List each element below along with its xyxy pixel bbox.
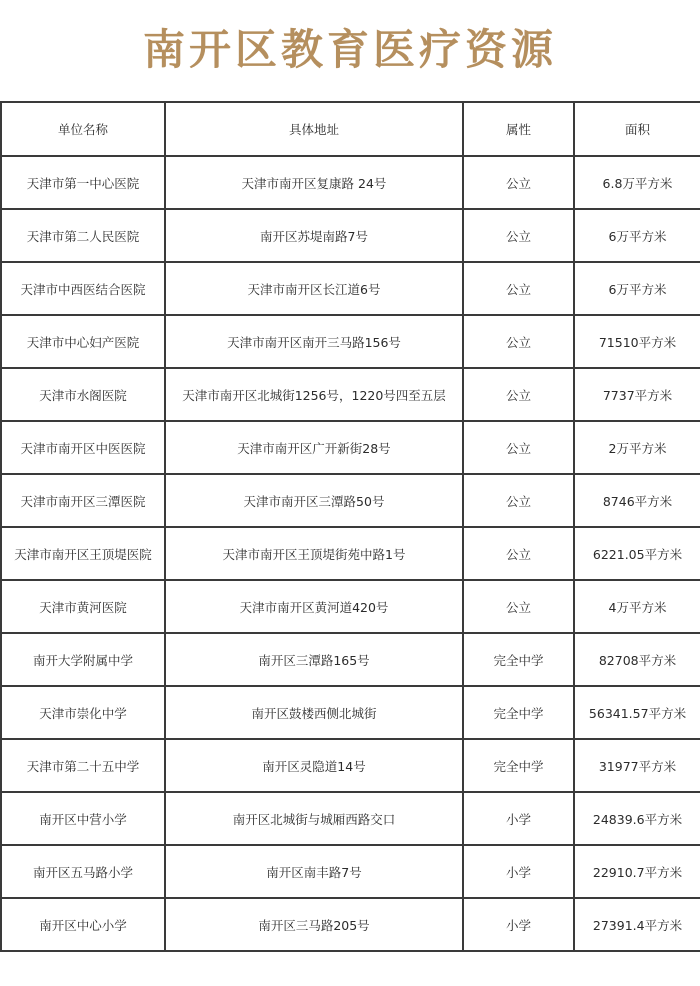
cell-unit-name: 天津市黄河医院 (1, 580, 165, 633)
cell-address: 南开区灵隐道14号 (165, 739, 463, 792)
cell-unit-name: 天津市南开区王顶堤医院 (1, 527, 165, 580)
cell-area: 56341.57平方米 (574, 686, 700, 739)
cell-type: 公立 (463, 262, 574, 315)
cell-address: 南开区三潭路165号 (165, 633, 463, 686)
cell-area: 82708平方米 (574, 633, 700, 686)
cell-unit-name: 南开区中心小学 (1, 898, 165, 951)
cell-type: 公立 (463, 315, 574, 368)
table-header (1, 102, 700, 156)
table-body (1, 156, 700, 951)
cell-area: 6万平方米 (574, 209, 700, 262)
cell-type: 完全中学 (463, 686, 574, 739)
cell-address: 天津市南开区复康路 24号 (165, 156, 463, 209)
table-row (1, 156, 700, 209)
cell-type: 公立 (463, 156, 574, 209)
header-type: 属性 (463, 102, 574, 156)
cell-unit-name: 南开大学附属中学 (1, 633, 165, 686)
cell-area: 6.8万平方米 (574, 156, 700, 209)
page-title: 南开区教育医疗资源 (142, 25, 557, 74)
table-row (1, 368, 700, 421)
cell-area: 6万平方米 (574, 262, 700, 315)
table-row (1, 474, 700, 527)
cell-unit-name: 天津市南开区三潭医院 (1, 474, 165, 527)
cell-unit-name: 天津市中心妇产医院 (1, 315, 165, 368)
cell-address: 南开区三马路205号 (165, 898, 463, 951)
cell-type: 小学 (463, 792, 574, 845)
cell-address: 天津市南开区三潭路50号 (165, 474, 463, 527)
cell-type: 公立 (463, 527, 574, 580)
header-area: 面积 (574, 102, 700, 156)
cell-area: 31977平方米 (574, 739, 700, 792)
table-row (1, 686, 700, 739)
cell-address: 天津市南开区北城街1256号，1220号四至五层 (165, 368, 463, 421)
cell-type: 公立 (463, 368, 574, 421)
header-row (1, 102, 700, 156)
header-address: 具体地址 (165, 102, 463, 156)
cell-unit-name: 南开区五马路小学 (1, 845, 165, 898)
cell-area: 71510平方米 (574, 315, 700, 368)
cell-address: 天津市南开区长江道6号 (165, 262, 463, 315)
cell-address: 南开区苏堤南路7号 (165, 209, 463, 262)
table-row (1, 315, 700, 368)
cell-area: 7737平方米 (574, 368, 700, 421)
cell-address: 南开区南丰路7号 (165, 845, 463, 898)
cell-unit-name: 天津市中西医结合医院 (1, 262, 165, 315)
cell-unit-name: 天津市第二人民医院 (1, 209, 165, 262)
cell-type: 公立 (463, 421, 574, 474)
table-row (1, 898, 700, 951)
cell-type: 完全中学 (463, 633, 574, 686)
cell-area: 24839.6平方米 (574, 792, 700, 845)
cell-address: 天津市南开区黄河道420号 (165, 580, 463, 633)
header-unit-name: 单位名称 (1, 102, 165, 156)
cell-type: 完全中学 (463, 739, 574, 792)
table-row (1, 792, 700, 845)
cell-area: 2万平方米 (574, 421, 700, 474)
cell-area: 6221.05平方米 (574, 527, 700, 580)
resources-table (0, 101, 700, 952)
cell-address: 天津市南开区广开新街28号 (165, 421, 463, 474)
cell-address: 天津市南开区南开三马路156号 (165, 315, 463, 368)
cell-type: 公立 (463, 474, 574, 527)
cell-unit-name: 天津市南开区中医医院 (1, 421, 165, 474)
cell-unit-name: 天津市水阁医院 (1, 368, 165, 421)
cell-address: 南开区鼓楼西侧北城街 (165, 686, 463, 739)
cell-area: 4万平方米 (574, 580, 700, 633)
cell-unit-name: 南开区中营小学 (1, 792, 165, 845)
cell-type: 公立 (463, 580, 574, 633)
cell-address: 天津市南开区王顶堤街苑中路1号 (165, 527, 463, 580)
table-row (1, 580, 700, 633)
cell-area: 27391.4平方米 (574, 898, 700, 951)
table-row (1, 633, 700, 686)
table-row (1, 209, 700, 262)
table-row (1, 739, 700, 792)
cell-unit-name: 天津市第一中心医院 (1, 156, 165, 209)
cell-area: 22910.7平方米 (574, 845, 700, 898)
cell-address: 南开区北城街与城厢西路交口 (165, 792, 463, 845)
cell-unit-name: 天津市第二十五中学 (1, 739, 165, 792)
table-row (1, 262, 700, 315)
cell-type: 公立 (463, 209, 574, 262)
cell-type: 小学 (463, 898, 574, 951)
cell-area: 8746平方米 (574, 474, 700, 527)
table-row (1, 421, 700, 474)
cell-type: 小学 (463, 845, 574, 898)
table-row (1, 845, 700, 898)
table-row (1, 527, 700, 580)
cell-unit-name: 天津市崇化中学 (1, 686, 165, 739)
